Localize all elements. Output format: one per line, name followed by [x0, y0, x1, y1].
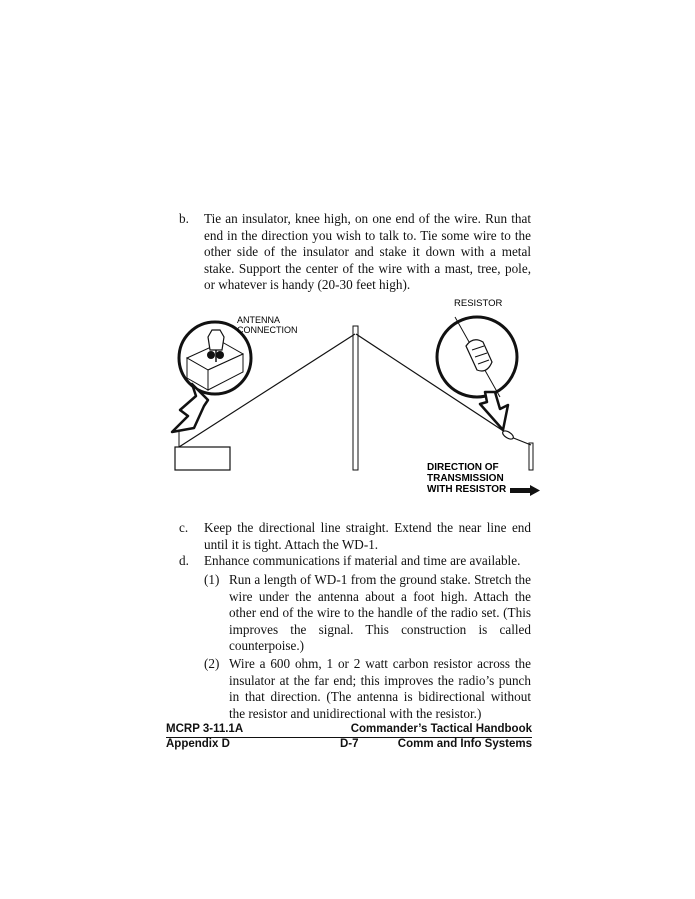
footer-appendix: Appendix D — [166, 738, 230, 750]
footer-top-row — [166, 723, 532, 738]
paragraph-d1 — [204, 572, 531, 655]
footer-doc-id: MCRP 3-11.1A — [166, 723, 244, 735]
paragraph-c-text: Keep the directional line straight. Extend the near line end until it is tight. Attach the WD-1. — [204, 520, 531, 552]
footer-bottom-row — [166, 738, 532, 752]
antenna-diagram — [160, 292, 540, 507]
mast — [353, 326, 358, 470]
direction-label-line3: WITH RESISTOR — [427, 484, 507, 495]
radio-set — [175, 447, 230, 470]
paragraph-d2-text: Wire a 600 ohm, 1 or 2 watt carbon resistor across the insulator at the far end; this improves the radio’s punch in that direction. (The antenna is bidirectional without the resistor and unidirectional with the resistor.) — [229, 656, 531, 721]
footer-page-number: D-7 — [340, 738, 359, 750]
paragraph-d-label: d. — [179, 553, 189, 568]
paragraph-b-text: Tie an insulator, knee high, on one end of the wire. Run that end in the direction you wish to talk to. Tie some wire to the other side of the insulator and stake it down with a metal stake. Support the center of the wire with a mast, tree, pole, or whatever is handy (20-30 feet high). — [204, 211, 531, 293]
paragraph-c-label: c. — [179, 520, 189, 535]
antenna-label-line2: CONNECTION — [237, 325, 298, 335]
paragraph-c — [179, 520, 531, 553]
direction-arrow — [510, 485, 540, 496]
antenna-label-line1: ANTENNA — [237, 315, 281, 325]
paragraph-d1-label: (1) — [204, 572, 220, 587]
footer-title: Commander’s Tactical Handbook — [350, 723, 532, 735]
direction-label-line1: DIRECTION OF — [427, 462, 499, 473]
paragraph-d1-text: Run a length of WD-1 from the ground stake. Stretch the wire under the antenna about a foot high. Attach the other end of the wire to the handle of the radio set. (This improves the signal. This construction is called counterpoise.) — [229, 572, 531, 654]
far-stake — [529, 443, 533, 470]
paragraph-d2 — [204, 656, 531, 722]
resistor-label: RESISTOR — [454, 298, 503, 309]
paragraph-d-text: Enhance communications if material and time are available. — [204, 553, 521, 568]
ground-wire — [511, 437, 531, 445]
antenna-connection-callout — [172, 322, 251, 432]
paragraph-b — [179, 211, 531, 294]
direction-label-line2: TRANSMISSION — [427, 473, 504, 484]
paragraph-d2-label: (2) — [204, 656, 220, 671]
paragraph-b-label: b. — [179, 211, 189, 226]
footer-section: Comm and Info Systems — [397, 738, 532, 750]
paragraph-d — [179, 553, 531, 570]
